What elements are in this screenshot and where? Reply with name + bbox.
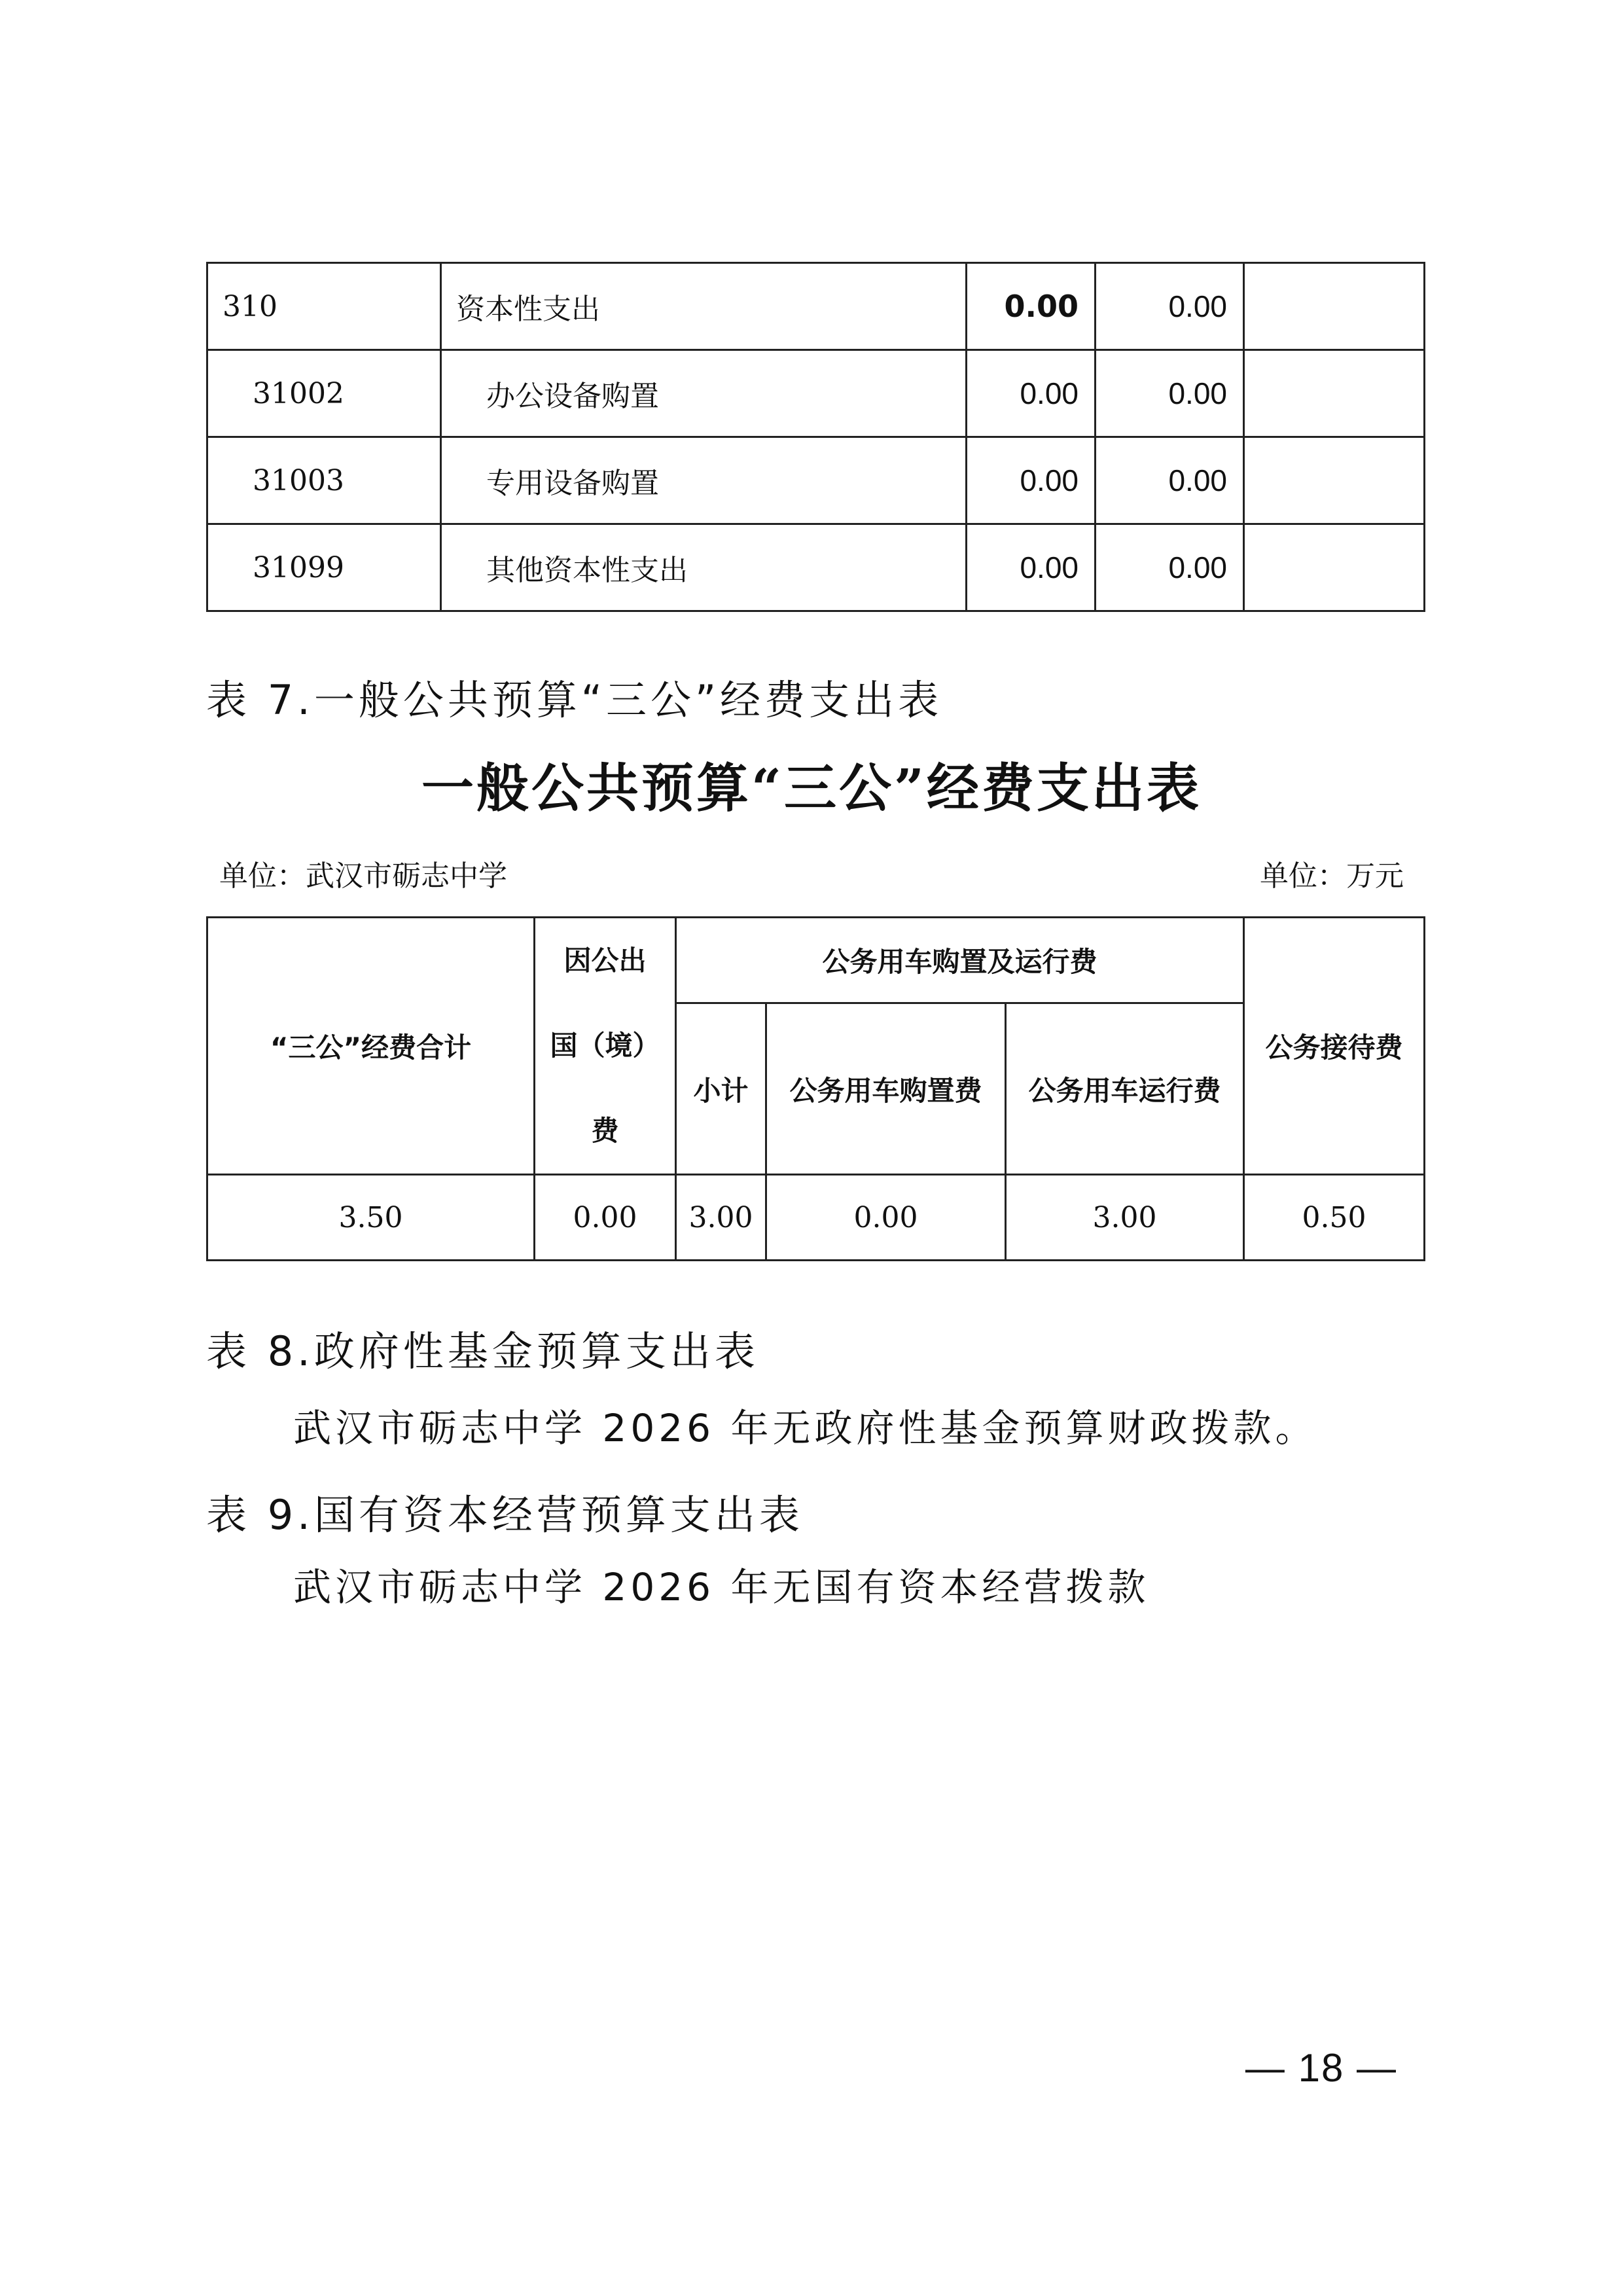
row-code: 31002 — [207, 350, 441, 437]
capital-expenditure-table — [206, 262, 1425, 612]
header-abroad-line-3: 费 — [591, 1115, 619, 1147]
value-vehicle-operation: 3.00 — [1006, 1175, 1244, 1261]
row-code: 31003 — [207, 437, 441, 524]
header-vehicle-purchase: 公务用车购置费 — [766, 1003, 1006, 1175]
table-7-title: 一般公共预算“三公”经费支出表 — [421, 757, 1202, 819]
table-row — [207, 350, 1425, 437]
row-empty-cell — [1244, 263, 1425, 350]
header-abroad — [535, 918, 676, 1175]
row-name: 资本性支出 — [441, 263, 967, 350]
table-row — [207, 263, 1425, 350]
unit-organization: 单位：武汉市砺志中学 — [219, 859, 507, 893]
row-value-2: 0.00 — [1096, 263, 1244, 350]
header-total: “三公”经费合计 — [207, 918, 535, 1175]
page-number: — 18 — — [1245, 2046, 1397, 2090]
header-vehicle-group: 公务用车购置及运行费 — [676, 918, 1244, 1003]
row-value-1: 0.00 — [967, 350, 1096, 437]
header-vehicle-operation: 公务用车运行费 — [1006, 1003, 1244, 1175]
header-reception: 公务接待费 — [1244, 918, 1425, 1175]
row-value-1: 0.00 — [967, 263, 1096, 350]
row-name: 其他资本性支出 — [441, 524, 967, 611]
row-value-2: 0.00 — [1096, 437, 1244, 524]
row-empty-cell — [1244, 437, 1425, 524]
header-subtotal: 小计 — [676, 1003, 766, 1175]
value-abroad: 0.00 — [535, 1175, 676, 1261]
row-value-2: 0.00 — [1096, 350, 1244, 437]
table-row — [207, 437, 1425, 524]
value-subtotal: 3.00 — [676, 1175, 766, 1261]
three-public-expenses-table — [206, 916, 1425, 1261]
value-total: 3.50 — [207, 1175, 535, 1261]
row-value-2: 0.00 — [1096, 524, 1244, 611]
value-vehicle-purchase: 0.00 — [766, 1175, 1006, 1261]
table-row — [207, 1175, 1425, 1261]
section-8-heading: 表 8.政府性基金预算支出表 — [206, 1327, 759, 1375]
section-7-heading: 表 7.一般公共预算“三公”经费支出表 — [206, 676, 943, 724]
row-name: 专用设备购置 — [441, 437, 967, 524]
unit-currency: 单位：万元 — [1260, 859, 1404, 893]
row-value-1: 0.00 — [967, 437, 1096, 524]
row-value-1: 0.00 — [967, 524, 1096, 611]
header-abroad-line-2: 国（境） — [550, 1030, 660, 1062]
row-code: 310 — [207, 263, 441, 350]
table-row — [207, 524, 1425, 611]
section-9-text: 武汉市砺志中学 2026 年无国有资本经营拨款 — [293, 1565, 1150, 1609]
row-empty-cell — [1244, 350, 1425, 437]
header-abroad-line-1: 因公出 — [563, 944, 647, 977]
table-header-row — [207, 918, 1425, 1003]
row-empty-cell — [1244, 524, 1425, 611]
row-name: 办公设备购置 — [441, 350, 967, 437]
row-code: 31099 — [207, 524, 441, 611]
section-9-heading: 表 9.国有资本经营预算支出表 — [206, 1491, 804, 1539]
section-8-text: 武汉市砺志中学 2026 年无政府性基金预算财政拨款。 — [293, 1406, 1317, 1450]
value-reception: 0.50 — [1244, 1175, 1425, 1261]
